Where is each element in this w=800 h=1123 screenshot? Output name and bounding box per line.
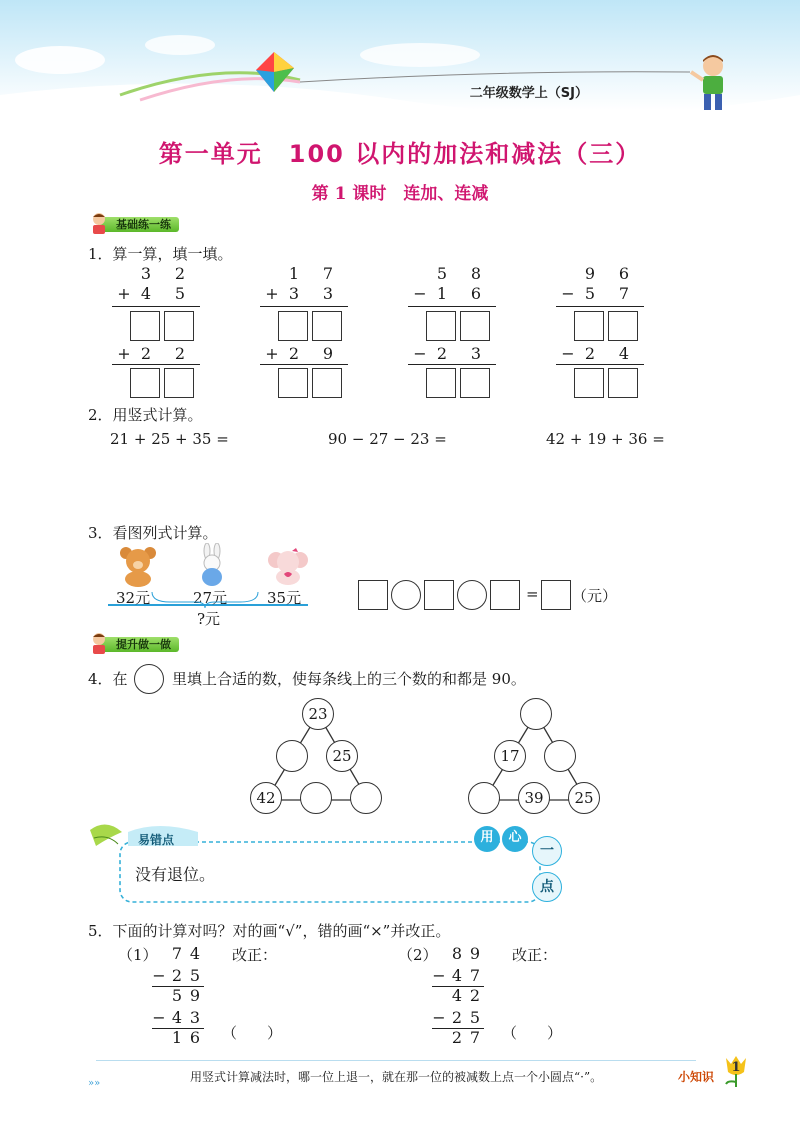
digit: 2	[451, 1028, 463, 1047]
student-icon	[88, 212, 110, 236]
q5-label: 5．下面的计算对吗？对的画“√”，错的画“×”并改正。	[88, 922, 451, 940]
answer-box[interactable]	[574, 311, 604, 341]
sum-line	[556, 306, 644, 307]
digit: 5	[174, 284, 186, 303]
answer-box[interactable]	[426, 311, 456, 341]
node-bottom-left: 42	[250, 782, 282, 814]
answer-box[interactable]	[164, 311, 194, 341]
tip-side-3: 一	[532, 836, 562, 866]
digit: 7	[618, 284, 630, 303]
digit: 2	[174, 264, 186, 283]
price-bunny: 27元	[193, 589, 228, 607]
node-blank[interactable]	[300, 782, 332, 814]
operator-circle[interactable]	[391, 580, 421, 610]
digit: 4	[189, 944, 201, 963]
q5-fix-2: 改正：	[512, 946, 558, 964]
digit: 3	[288, 284, 300, 303]
operator: +	[117, 344, 131, 363]
unit-label: （元）	[572, 587, 618, 605]
operator: +	[265, 284, 279, 303]
bunny-icon	[196, 543, 228, 587]
q5-num-2: （2）	[398, 946, 438, 964]
operator: −	[432, 966, 446, 985]
sum-line	[260, 364, 348, 365]
answer-box[interactable]	[312, 311, 342, 341]
digit: 1	[171, 1028, 183, 1047]
q5-paren-2[interactable]: （ ）	[502, 1024, 563, 1042]
digit: 6	[470, 284, 482, 303]
digit: 5	[436, 264, 448, 283]
digit: 1	[436, 284, 448, 303]
digit: 9	[322, 344, 334, 363]
answer-box[interactable]	[460, 368, 490, 398]
answer-box[interactable]	[541, 580, 571, 610]
footer-label: 小知识	[678, 1070, 715, 1084]
q2-label: 2．用竖式计算。	[88, 406, 203, 424]
digit: 5	[469, 1008, 481, 1027]
digit: 3	[140, 264, 152, 283]
operator: +	[265, 344, 279, 363]
operator-circle[interactable]	[457, 580, 487, 610]
teddy-bear-icon	[118, 545, 158, 587]
footer-arrows-icon: »»	[88, 1078, 101, 1089]
digit: 4	[451, 966, 463, 985]
q4-label-pre: 4．在	[88, 670, 128, 688]
digit: 3	[322, 284, 334, 303]
operator: −	[413, 284, 427, 303]
node-blank[interactable]	[468, 782, 500, 814]
brace-icon	[150, 590, 260, 610]
operator: −	[561, 284, 575, 303]
digit: 7	[171, 944, 183, 963]
digit: 5	[189, 966, 201, 985]
digit: 5	[584, 284, 596, 303]
digit: 3	[189, 1008, 201, 1027]
section-label: 提升做一做	[98, 637, 179, 652]
q2-expr-1: 21 + 25 + 35 =	[110, 430, 229, 448]
q5-num-1: （1）	[118, 946, 158, 964]
node-right: 25	[326, 740, 358, 772]
digit: 6	[618, 264, 630, 283]
node-blank[interactable]	[544, 740, 576, 772]
kite-icon	[252, 50, 297, 95]
node-bottom-mid: 39	[518, 782, 550, 814]
answer-box[interactable]	[574, 368, 604, 398]
answer-box[interactable]	[608, 311, 638, 341]
digit: 2	[469, 986, 481, 1005]
node-blank[interactable]	[520, 698, 552, 730]
digit: 4	[171, 1008, 183, 1027]
digit: 2	[288, 344, 300, 363]
digit: 9	[584, 264, 596, 283]
answer-box[interactable]	[130, 368, 160, 398]
answer-box[interactable]	[278, 368, 308, 398]
sum-line	[112, 306, 200, 307]
digit: 9	[189, 986, 201, 1005]
digit: 6	[189, 1028, 201, 1047]
digit: 2	[451, 1008, 463, 1027]
node-top: 23	[302, 698, 334, 730]
elephant-icon	[268, 546, 308, 586]
answer-box[interactable]	[130, 311, 160, 341]
node-left: 17	[494, 740, 526, 772]
q5-paren-1[interactable]: （ ）	[222, 1024, 283, 1042]
q2-expr-3: 42 + 19 + 36 =	[546, 430, 665, 448]
answer-box[interactable]	[358, 580, 388, 610]
answer-box[interactable]	[608, 368, 638, 398]
digit: 8	[451, 944, 463, 963]
sum-line	[260, 306, 348, 307]
tip-side-1: 用	[474, 826, 500, 852]
operator: −	[432, 1008, 446, 1027]
q2-expr-2: 90 − 27 − 23 =	[328, 430, 447, 448]
digit: 9	[469, 944, 481, 963]
footer-divider	[96, 1060, 696, 1061]
operator: +	[117, 284, 131, 303]
operator: −	[152, 966, 166, 985]
sample-circle	[134, 664, 164, 694]
node-blank[interactable]	[276, 740, 308, 772]
page-number: 1	[731, 1060, 741, 1075]
boy-icon	[688, 52, 738, 114]
tip-label: 易错点	[138, 833, 175, 847]
q3-label: 3．看图列式计算。	[88, 524, 218, 542]
node-blank[interactable]	[350, 782, 382, 814]
grade-label: 二年级数学上（SJ）	[469, 86, 588, 101]
tip-text: 没有退位。	[135, 865, 216, 884]
node-bottom-right: 25	[568, 782, 600, 814]
answer-box[interactable]	[312, 368, 342, 398]
digit: 7	[469, 1028, 481, 1047]
digit: 4	[618, 344, 630, 363]
sum-line	[408, 364, 496, 365]
digit: 1	[288, 264, 300, 283]
answer-box[interactable]	[278, 311, 308, 341]
answer-box[interactable]	[460, 311, 490, 341]
section-label: 基础练一练	[98, 217, 179, 232]
answer-box[interactable]	[426, 368, 456, 398]
q1-label: 1．算一算，填一填。	[88, 245, 233, 263]
digit: 7	[469, 966, 481, 985]
answer-box[interactable]	[490, 580, 520, 610]
price-bear: 32元	[116, 589, 151, 607]
digit: 2	[436, 344, 448, 363]
q5-fix-1: 改正：	[232, 946, 278, 964]
answer-box[interactable]	[164, 368, 194, 398]
price-elephant: 35元	[267, 589, 302, 607]
digit: 4	[140, 284, 152, 303]
section-badge-advanced	[88, 632, 198, 654]
digit: 4	[451, 986, 463, 1005]
operator: −	[152, 1008, 166, 1027]
sum-line	[408, 306, 496, 307]
digit: 5	[171, 986, 183, 1005]
total-question: ?元	[197, 610, 221, 628]
digit: 2	[174, 344, 186, 363]
tip-side-2: 心	[502, 826, 528, 852]
student-icon	[88, 632, 110, 656]
digit: 2	[140, 344, 152, 363]
section-badge-basic	[88, 212, 198, 234]
digit: 7	[322, 264, 334, 283]
equals-sign: =	[526, 585, 539, 603]
operator: −	[561, 344, 575, 363]
sum-line	[556, 364, 644, 365]
digit: 3	[470, 344, 482, 363]
tip-side-4: 点	[532, 872, 562, 902]
unit-title: 第一单元 100 以内的加法和减法（三）	[158, 140, 642, 168]
digit: 2	[584, 344, 596, 363]
operator: −	[413, 344, 427, 363]
lesson-subtitle: 第 1 课时 连加、连减	[311, 184, 489, 204]
q4-label-post: 里填上合适的数，使每条线上的三个数的和都是 90。	[172, 670, 526, 688]
header-banner	[0, 0, 800, 120]
digit: 8	[470, 264, 482, 283]
sum-line	[112, 364, 200, 365]
footer-tip: 用竖式计算减法时，哪一位上退一，就在那一位的被减数上点一个小圆点“·”。	[190, 1070, 603, 1084]
digit: 2	[171, 966, 183, 985]
answer-box[interactable]	[424, 580, 454, 610]
